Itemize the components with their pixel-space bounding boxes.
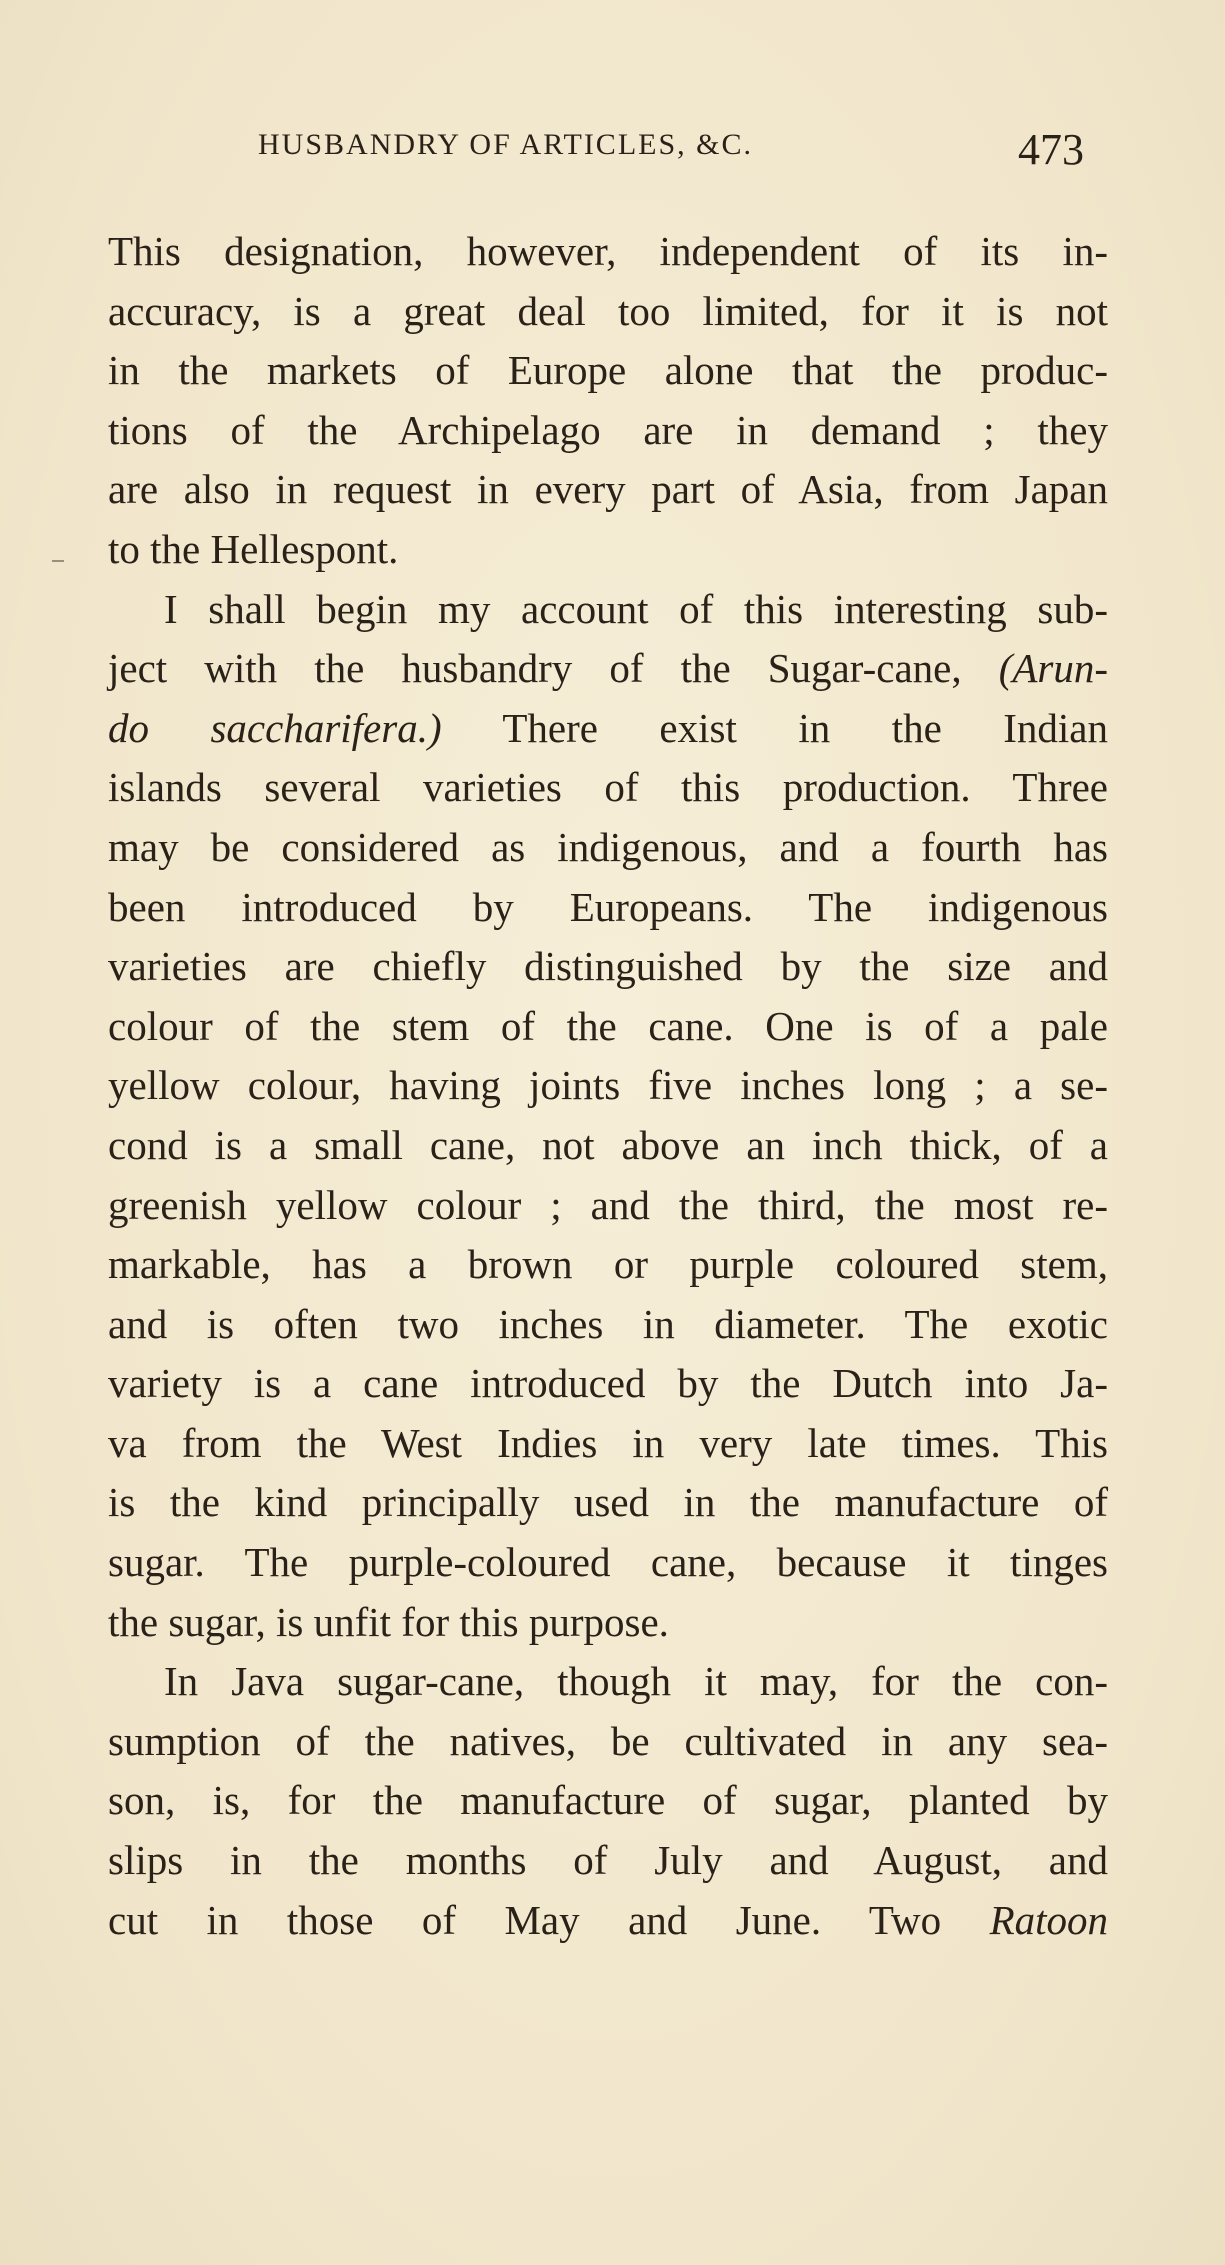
text-line: may be considered as indigenous, and a fourth has xyxy=(108,823,1108,870)
text-line: varieties are chiefly distinguished by the size and xyxy=(108,943,1108,990)
text-line xyxy=(108,699,1108,759)
text-line: cond is a small cane, not above an inch thick, of a xyxy=(108,1121,1108,1168)
text-line: slips in the months of July and August, and xyxy=(108,1837,1108,1884)
text-span: ject with the husbandry of the Sugar-cane, xyxy=(108,645,999,692)
text-line: variety is a cane introduced by the Dutch into Ja- xyxy=(108,1360,1108,1407)
text-line: colour of the stem of the cane. One is of a pale xyxy=(108,1002,1108,1049)
paragraph-start-line: In Java sugar-cane, though it may, for the con- xyxy=(164,1658,1108,1705)
text-line: son, is, for the manufacture of sugar, planted by xyxy=(108,1777,1108,1824)
body-text xyxy=(108,222,1108,1950)
text-line: va from the West Indies in very late times. This xyxy=(108,1419,1108,1466)
paragraph-start-line: I shall begin my account of this interesting sub- xyxy=(164,585,1108,632)
running-head: HUSBANDRY OF ARTICLES, &C. xyxy=(258,128,753,161)
text-line: tions of the Archipelago are in demand ; they xyxy=(108,406,1108,453)
text-line: and is often two inches in diameter. The exotic xyxy=(108,1300,1108,1347)
italic-term: do saccharifera.) xyxy=(108,704,442,751)
text-line: accuracy, is a great deal too limited, for it is not xyxy=(108,287,1108,334)
margin-mark xyxy=(52,560,64,562)
text-line: markable, has a brown or purple coloured stem, xyxy=(108,1241,1108,1288)
text-line: to the Hellespont. xyxy=(108,525,399,572)
italic-term: Ratoon xyxy=(989,1896,1108,1943)
text-line: is the kind principally used in the manufacture of xyxy=(108,1479,1108,1526)
text-line xyxy=(108,1891,1108,1951)
text-span: There exist in the Indian xyxy=(441,704,1108,751)
text-line: sumption of the natives, be cultivated in any sea- xyxy=(108,1717,1108,1764)
text-line: yellow colour, having joints five inches long ; a se- xyxy=(108,1062,1108,1109)
text-line: been introduced by Europeans. The indigenous xyxy=(108,883,1108,930)
page-header xyxy=(0,125,1225,178)
page-number: 473 xyxy=(1018,125,1084,174)
text-line xyxy=(108,639,1108,699)
text-line: in the markets of Europe alone that the produc- xyxy=(108,347,1108,394)
text-line: greenish yellow colour ; and the third, the most re- xyxy=(108,1181,1108,1228)
text-line: are also in request in every part of Asia, from Japan xyxy=(108,466,1108,513)
text-line: sugar. The purple-coloured cane, because it tinges xyxy=(108,1539,1108,1586)
text-line: islands several varieties of this production. Three xyxy=(108,764,1108,811)
text-line: the sugar, is unfit for this purpose. xyxy=(108,1598,669,1645)
italic-term: (Arun- xyxy=(998,645,1108,692)
text-line: This designation, however, independent of its in- xyxy=(108,228,1108,274)
text-span: cut in those of May and June. Two xyxy=(108,1896,990,1943)
